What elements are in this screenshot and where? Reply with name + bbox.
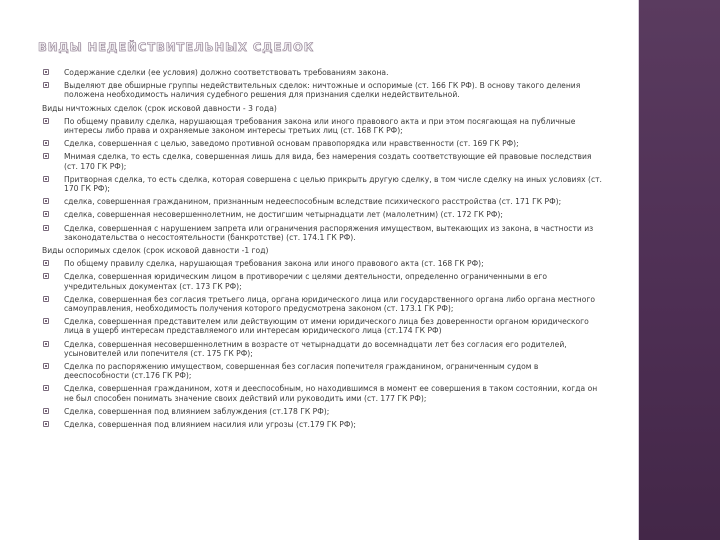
list-item: Сделка, совершенная гражданином, хотя и дееспособным, но находившимся в момент ее совершения в таком состоянии, когда он не был способен понимать значение своих действий или руководить ими (ст. 177 ГК РФ); [42,384,602,402]
square-bullet-icon [43,176,49,182]
void-section-heading: Виды ничтожных сделок (срок исковой давности - 3 года) [42,103,277,113]
square-bullet-icon [43,198,49,204]
list-item: Сделка, совершенная с нарушением запрета или ограничения распоряжения имуществом, вытекающих из закона, в частности из законодательства о несостоятельности (банкротстве) (ст. 174.1 ГК РФ). [42,224,602,242]
list-item: По общему правилу сделка, нарушающая требования закона или иного правового акта и при этом посягающая на публичные интересы либо права и охраняемые законом интересы третьих лиц (ст. 168 ГК РФ); [42,117,602,135]
square-bullet-icon [43,341,49,347]
list-item: Сделка, совершенная под влиянием насилия или угрозы (ст.179 ГК РФ); [42,420,602,429]
square-bullet-icon [43,260,49,266]
list-item: Сделка, совершенная без согласия третьего лица, органа юридического лица или государственного органа либо органа местного самоуправления, необходимость получения которого предусмотрена законом (ст. 173.1 ГК РФ); [42,295,602,313]
list-item: сделка, совершенная гражданином, признанным недееспособным вследствие психического расстройства (ст. 171 ГК РФ); [42,197,602,206]
list-item: Выделяют две обширные группы недействительных сделок: ничтожные и оспоримые (ст. 166 ГК РФ). В основу такого деления положена необходимость наличия судебного решения для признания сделки недействительной. [42,81,602,99]
list-item: Сделка, совершенная под влиянием заблуждения (ст.178 ГК РФ); [42,407,602,416]
void-list [42,117,602,242]
page-title: ВИДЫ НЕДЕЙСТВИТЕЛЬНЫХ СДЕЛОК [38,40,315,54]
square-bullet-icon [43,211,49,217]
square-bullet-icon [43,69,49,75]
intro-list [42,68,602,100]
decorative-side-panel [639,0,720,540]
list-item: Содержание сделки (ее условия) должно соответствовать требованиям закона. [42,68,602,77]
voidable-list [42,259,602,429]
list-item: Сделка, совершенная с целью, заведомо противной основам правопорядка или нравственности (ст. 169 ГК РФ); [42,139,602,148]
square-bullet-icon [43,408,49,414]
list-item: По общему правилу сделка, нарушающая требования закона или иного правового акта (ст. 168 ГК РФ); [42,259,602,268]
list-item: Мнимая сделка, то есть сделка, совершенная лишь для вида, без намерения создать соответствующие ей правовые последствия (ст. 170 ГК РФ); [42,152,602,170]
square-bullet-icon [43,118,49,124]
list-item: Притворная сделка, то есть сделка, которая совершена с целью прикрыть другую сделку, в том числе сделку на иных условиях (ст. 170 ГК РФ); [42,175,602,193]
square-bullet-icon [43,318,49,324]
list-item: сделка, совершенная несовершеннолетним, не достигшим четырнадцати лет (малолетним) (ст. 172 ГК РФ); [42,210,602,219]
square-bullet-icon [43,273,49,279]
slide-content [42,68,602,433]
list-item: Сделка, совершенная юридическим лицом в противоречии с целями деятельности, определенно ограниченными в его учредительных документах (ст. 173 ГК РФ); [42,272,602,290]
list-item: Сделка, совершенная несовершеннолетним в возрасте от четырнадцати до восемнадцати лет без согласия его родителей, усыновителей или попечителя (ст. 175 ГК РФ); [42,340,602,358]
list-item: Сделка по распоряжению имуществом, совершенная без согласия попечителя гражданином, ограниченным судом в дееспособности (ст.176 ГК РФ); [42,362,602,380]
square-bullet-icon [43,82,49,88]
square-bullet-icon [43,153,49,159]
square-bullet-icon [43,296,49,302]
square-bullet-icon [43,225,49,231]
voidable-section-heading: Виды оспоримых сделок (срок исковой давности -1 год) [42,246,269,256]
square-bullet-icon [43,385,49,391]
square-bullet-icon [43,140,49,146]
square-bullet-icon [43,363,49,369]
square-bullet-icon [43,421,49,427]
list-item: Сделка, совершенная представителем или действующим от имени юридического лица без доверенности органом юридического лица в ущерб интересам представляемого или интересам юридического лица (ст.174 ГК РФ) [42,317,602,335]
